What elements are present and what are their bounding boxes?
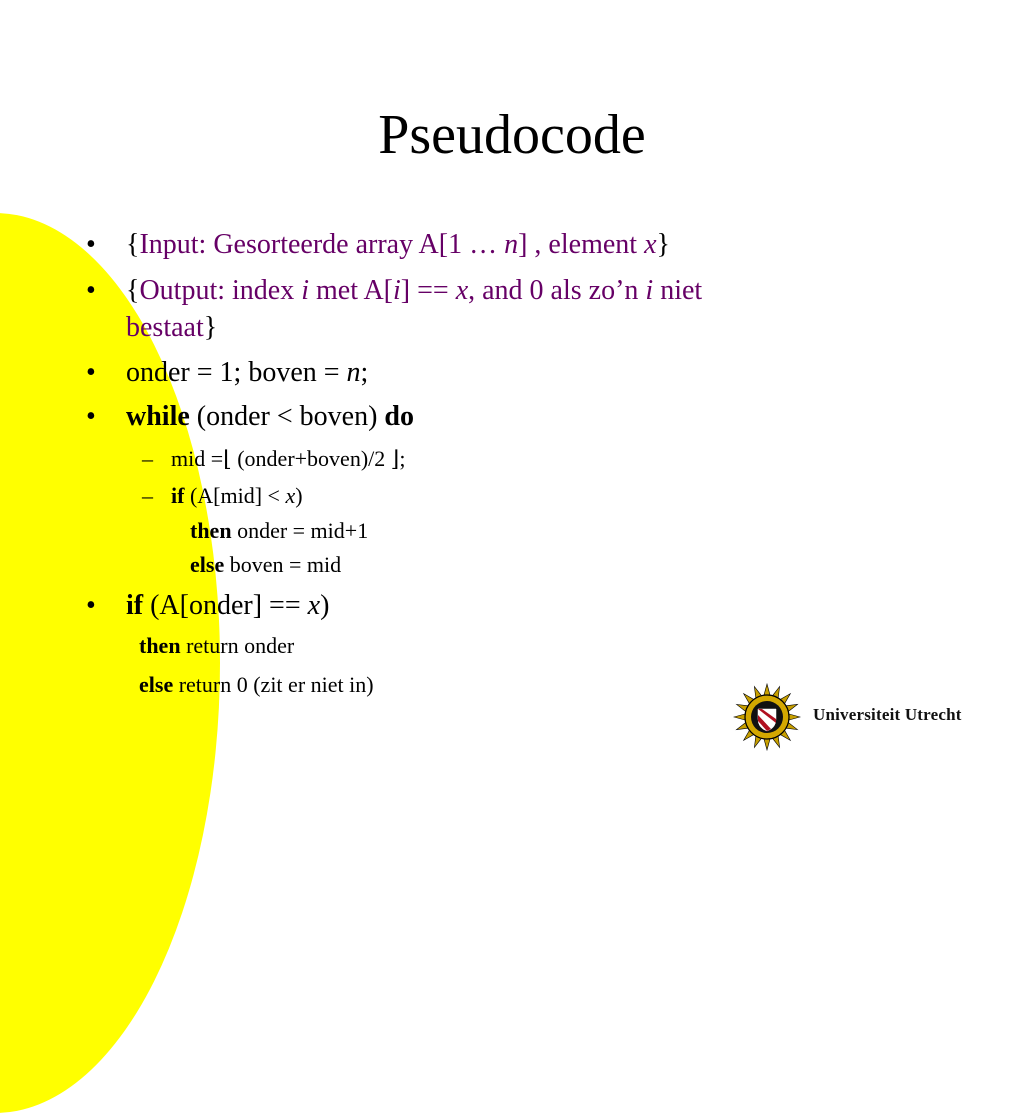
then-line-inner: then onder = mid+1: [190, 518, 369, 543]
else-line-inner: else boven = mid: [190, 552, 342, 577]
input-line: {Input: Gesorteerde array A[1 … n] , element x}: [126, 229, 670, 260]
logo-text: Universiteit Utrecht: [813, 705, 962, 724]
else-return-line: else return 0 (zit er niet in): [139, 672, 374, 697]
if-onder-line: if (A[onder] == x): [126, 590, 330, 621]
while-line: while (onder < boven) do: [126, 401, 414, 432]
bullet: •: [86, 590, 96, 621]
bullet: •: [86, 401, 96, 432]
if-mid-line: if (A[mid] < x): [171, 483, 303, 508]
output-line-continuation: bestaat}: [126, 312, 218, 343]
bullet: •: [86, 275, 96, 306]
bullet: •: [86, 357, 96, 388]
init-line: onder = 1; boven = n;: [126, 357, 369, 388]
mid-line: mid =⌊ (onder+boven)/2 ⌋;: [171, 446, 406, 471]
bullet: •: [86, 229, 96, 260]
university-logo: [733, 683, 993, 751]
yellow-decorative-arc: [0, 213, 220, 1113]
slide-title: Pseudocode: [378, 104, 646, 166]
dash: –: [142, 446, 153, 471]
output-line: {Output: index i met A[i] == x, and 0 als zo’n i niet: [126, 275, 703, 306]
sun-seal-icon: [733, 683, 801, 751]
dash: –: [142, 483, 153, 508]
then-return-line: then return onder: [139, 633, 295, 658]
